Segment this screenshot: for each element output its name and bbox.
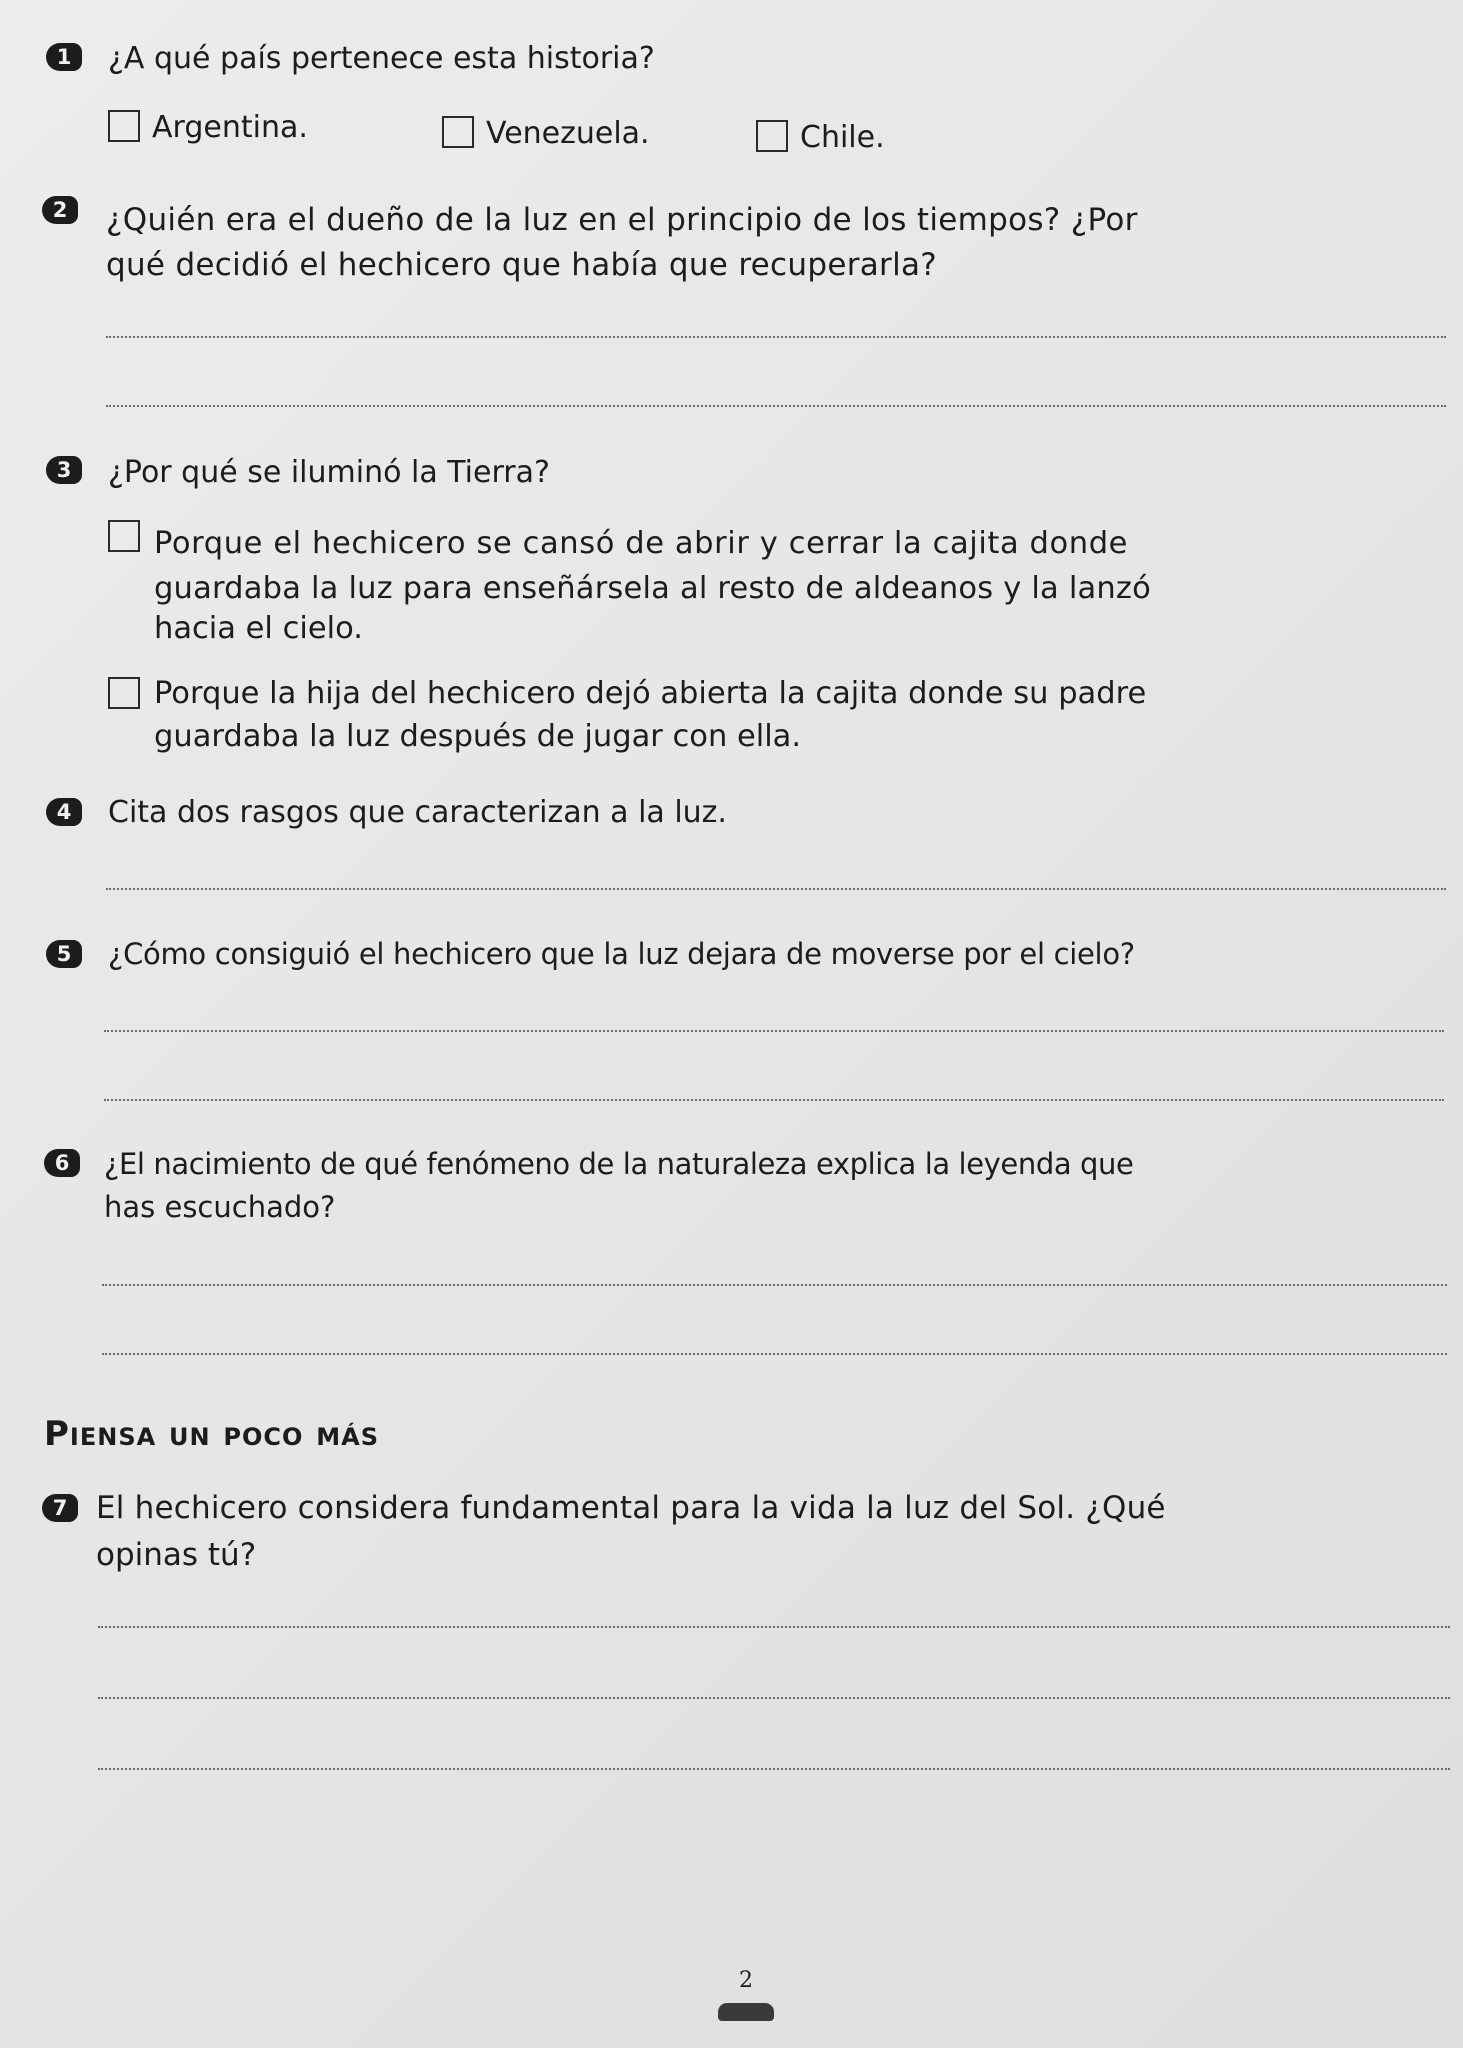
answer-line[interactable] <box>98 1768 1450 1770</box>
question-6-line-1: ¿El nacimiento de qué fenómeno de la naturaleza explica la leyenda que <box>104 1147 1134 1181</box>
question-7-line-1: El hechicero considera fundamental para la vida la luz del Sol. ¿Qué <box>96 1490 1166 1526</box>
answer-line[interactable] <box>106 336 1446 338</box>
question-3-text: ¿Por qué se iluminó la Tierra? <box>108 455 550 490</box>
question-1-text: ¿A qué país pertenece esta historia? <box>108 41 655 76</box>
question-2-line-1: ¿Quién era el dueño de la luz en el principio de los tiempos? ¿Por <box>106 202 1138 238</box>
question-number: 4 <box>56 800 72 824</box>
option-1-line-1: Porque el hechicero se cansó de abrir y cerrar la cajita donde <box>154 526 1129 561</box>
answer-line[interactable] <box>106 888 1446 890</box>
section-title: Piensa un poco más <box>44 1414 380 1454</box>
answer-line[interactable] <box>104 1030 1444 1032</box>
question-number-badge <box>46 43 82 71</box>
checkbox-argentina[interactable] <box>108 110 140 142</box>
checkbox-option-1[interactable] <box>108 520 140 552</box>
checkbox-option-2[interactable] <box>108 677 140 709</box>
option-2-line-2: guardaba la luz después de jugar con ella. <box>154 719 802 754</box>
option-1-line-2: guardaba la luz para enseñársela al resto de aldeanos y la lanzó <box>154 571 1151 606</box>
option-argentina: Argentina. <box>152 110 308 145</box>
page-number: 2 <box>739 1968 753 1993</box>
question-number: 3 <box>56 458 72 482</box>
answer-line[interactable] <box>102 1353 1447 1355</box>
question-6-line-2: has escuchado? <box>104 1190 336 1224</box>
question-5-text: ¿Cómo consiguió el hechicero que la luz dejara de moverse por el cielo? <box>108 937 1135 971</box>
question-number-badge <box>42 1494 78 1522</box>
answer-line[interactable] <box>106 405 1446 407</box>
answer-line[interactable] <box>104 1099 1444 1101</box>
question-number: 7 <box>52 1496 68 1520</box>
question-number: 5 <box>56 942 72 966</box>
option-venezuela: Venezuela. <box>486 116 650 151</box>
answer-line[interactable] <box>98 1697 1450 1699</box>
answer-line[interactable] <box>102 1284 1447 1286</box>
question-number: 6 <box>54 1151 70 1175</box>
question-4-text: Cita dos rasgos que caracterizan a la luz. <box>108 795 727 830</box>
option-1-line-3: hacia el cielo. <box>154 611 363 646</box>
question-number-badge <box>46 456 82 484</box>
question-number-badge <box>42 196 78 224</box>
page-marker-icon <box>718 2003 774 2021</box>
option-2-line-1: Porque la hija del hechicero dejó abierta la cajita donde su padre <box>154 676 1147 711</box>
checkbox-venezuela[interactable] <box>442 116 474 148</box>
answer-line[interactable] <box>98 1626 1450 1628</box>
question-number: 1 <box>56 45 72 69</box>
option-chile: Chile. <box>800 120 885 155</box>
question-2-line-2: qué decidió el hechicero que había que recuperarla? <box>106 247 938 283</box>
question-number-badge <box>46 940 82 968</box>
question-number-badge <box>44 1149 80 1177</box>
checkbox-chile[interactable] <box>756 120 788 152</box>
question-7-line-2: opinas tú? <box>96 1537 257 1573</box>
question-number: 2 <box>52 198 68 222</box>
question-number-badge <box>46 798 82 826</box>
